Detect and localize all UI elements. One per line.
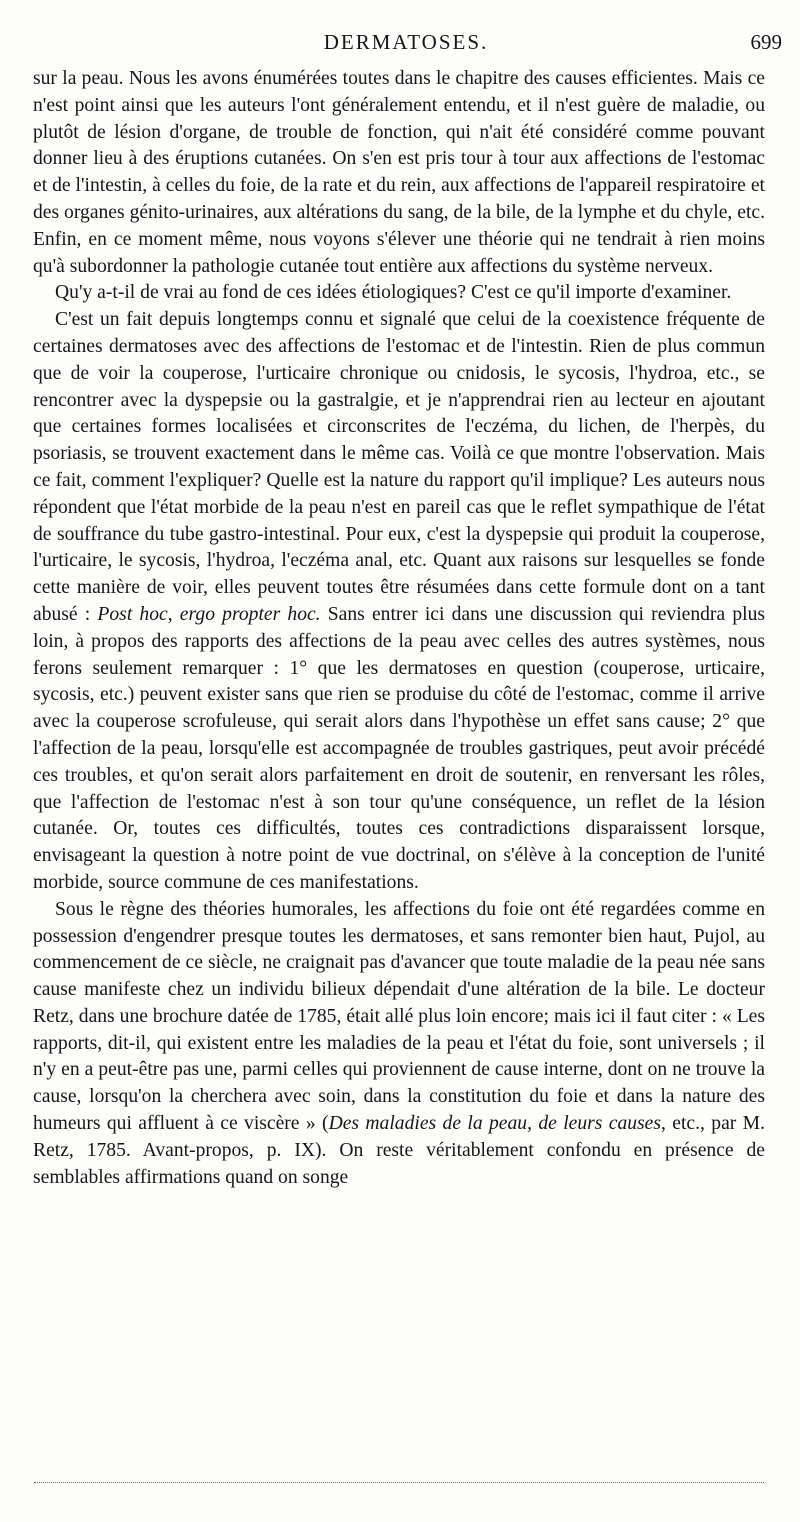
paragraph-4	[33, 897, 765, 1192]
paragraph-3	[33, 307, 765, 897]
paragraph-3-text-b: Sans entrer ici dans une discussion qui reviendra plus loin, à propos des rapports des affections de la peau avec celles des autres systèmes, nous ferons seulement remarquer : 1° que les dermatoses en question (couperose, urticaire, sycosis, etc.) peuvent exister sans que rien se produise du côté de l'estomac, comme il arrive avec la couperose scrofuleuse, qui serait alors dans l'hypothèse un effet sans cause; 2° que l'affection de la peau, lorsqu'elle est accompagnée de troubles gastriques, peut avoir précédé ces troubles, et qu'on serait alors parfaitement en droit de soutenir, en renversant les rôles, que l'affection de l'estomac n'est à son tour qu'une conséquence, un reflet de la lésion cutanée. Or, toutes ces difficultés, toutes ces contradictions disparaissent lorsque, envisageant la question à notre point de vue doctrinal, on s'élève à la conception de l'unité morbide, source commune de ces manifestations.	[33, 603, 765, 893]
page-header	[30, 30, 782, 60]
paragraph-3-text-a: C'est un fait depuis longtemps connu et signalé que celui de la coexistence fréquente de certaines dermatoses avec des affections de l'estomac et de l'intestin. Rien de plus commun que de voir la couperose, l'urticaire chronique ou cnidosis, le sycosis, l'hydroa, etc., se rencontrer avec la dyspepsie ou la gastralgie, et je n'apprendrai rien au lecteur en ajoutant que certaines formes localisées et circonscrites de l'eczéma, du lichen, de l'herpès, du psoriasis, se trouvent exactement dans le même cas. Voilà ce que montre l'observation. Mais ce fait, comment l'expliquer? Quelle est la nature du rapport qu'il implique? Les auteurs nous répondent que l'état morbide de la peau n'est en pareil cas que le reflet sympathique de l'état de souffrance du tube gastro-intestinal. Pour eux, c'est la dyspepsie qui produit la couperose, l'urticaire, le sycosis, l'hydroa, l'eczéma anal, etc. Quant aux raisons sur lesquelles se fonde cette manière de voir, elles peuvent toutes être résumées dans cette formule dont on a tant abusé :	[33, 309, 765, 625]
paragraph-2-text: Qu'y a-t-il de vrai au fond de ces idées étiologiques? C'est ce qu'il importe d'examiner.	[55, 282, 732, 304]
cited-work-title: Des maladies de la peau, de leurs causes	[328, 1113, 661, 1135]
page-number: 699	[750, 30, 782, 54]
latin-phrase: Post hoc, ergo propter hoc.	[97, 603, 321, 625]
body-text	[33, 66, 765, 1191]
paragraph-4-text-b: , etc., par M. Retz, 1785. Avant-propos, p. IX). On reste véritablement confondu en présence de semblables affirmations quand on songe	[33, 1113, 765, 1188]
paragraph-4-text-a: Sous le règne des théories humorales, les affections du foie ont été regardées comme en possession d'engendrer presque toutes les dermatoses, et sans remonter bien haut, Pujol, au commencement de ce siècle, ne craignait pas d'avancer que toute maladie de la peau née sans cause manifeste chez un individu bilieux dépendait d'une altération de la bile. Le docteur Retz, dans une brochure datée de 1785, était allé plus loin encore; mais ici il faut citer : « Les rapports, dit-il, qui existent entre les maladies de la peau et l'état du foie, sont universels ; il n'y en a peut-être pas une, parmi celles qui proviennent de cause interne, dont on ne trouve la cause, lorsqu'on la cherchera avec soin, dans la constitution du foie et dans la nature des humeurs qui affluent à ce viscère » (	[33, 898, 765, 1135]
paragraph-2	[33, 280, 765, 307]
paragraph-1	[33, 66, 765, 280]
running-title: DERMATOSES.	[323, 30, 489, 54]
footer-dotted-rule	[34, 1482, 764, 1483]
paragraph-1-text: sur la peau. Nous les avons énumérées toutes dans le chapitre des causes efficientes. Mais ce n'est point ainsi que les auteurs l'ont généralement entendu, et il n'est guère de maladie, ou plutôt de lésion d'organe, de trouble de fonction, qui n'ait été considéré comme pouvant donner lieu à des éruptions cutanées. On s'en est pris tour à tour aux affections de l'estomac et de l'intestin, à celles du foie, de la rate et du rein, aux affections de l'appareil respiratoire et des organes génito-urinaires, aux altérations du sang, de la bile, de la lymphe et du chyle, etc. Enfin, en ce moment même, nous voyons s'élever une théorie qui ne tendrait à rien moins qu'à subordonner la pathologie cutanée tout entière aux affections du système nerveux.	[33, 68, 765, 277]
